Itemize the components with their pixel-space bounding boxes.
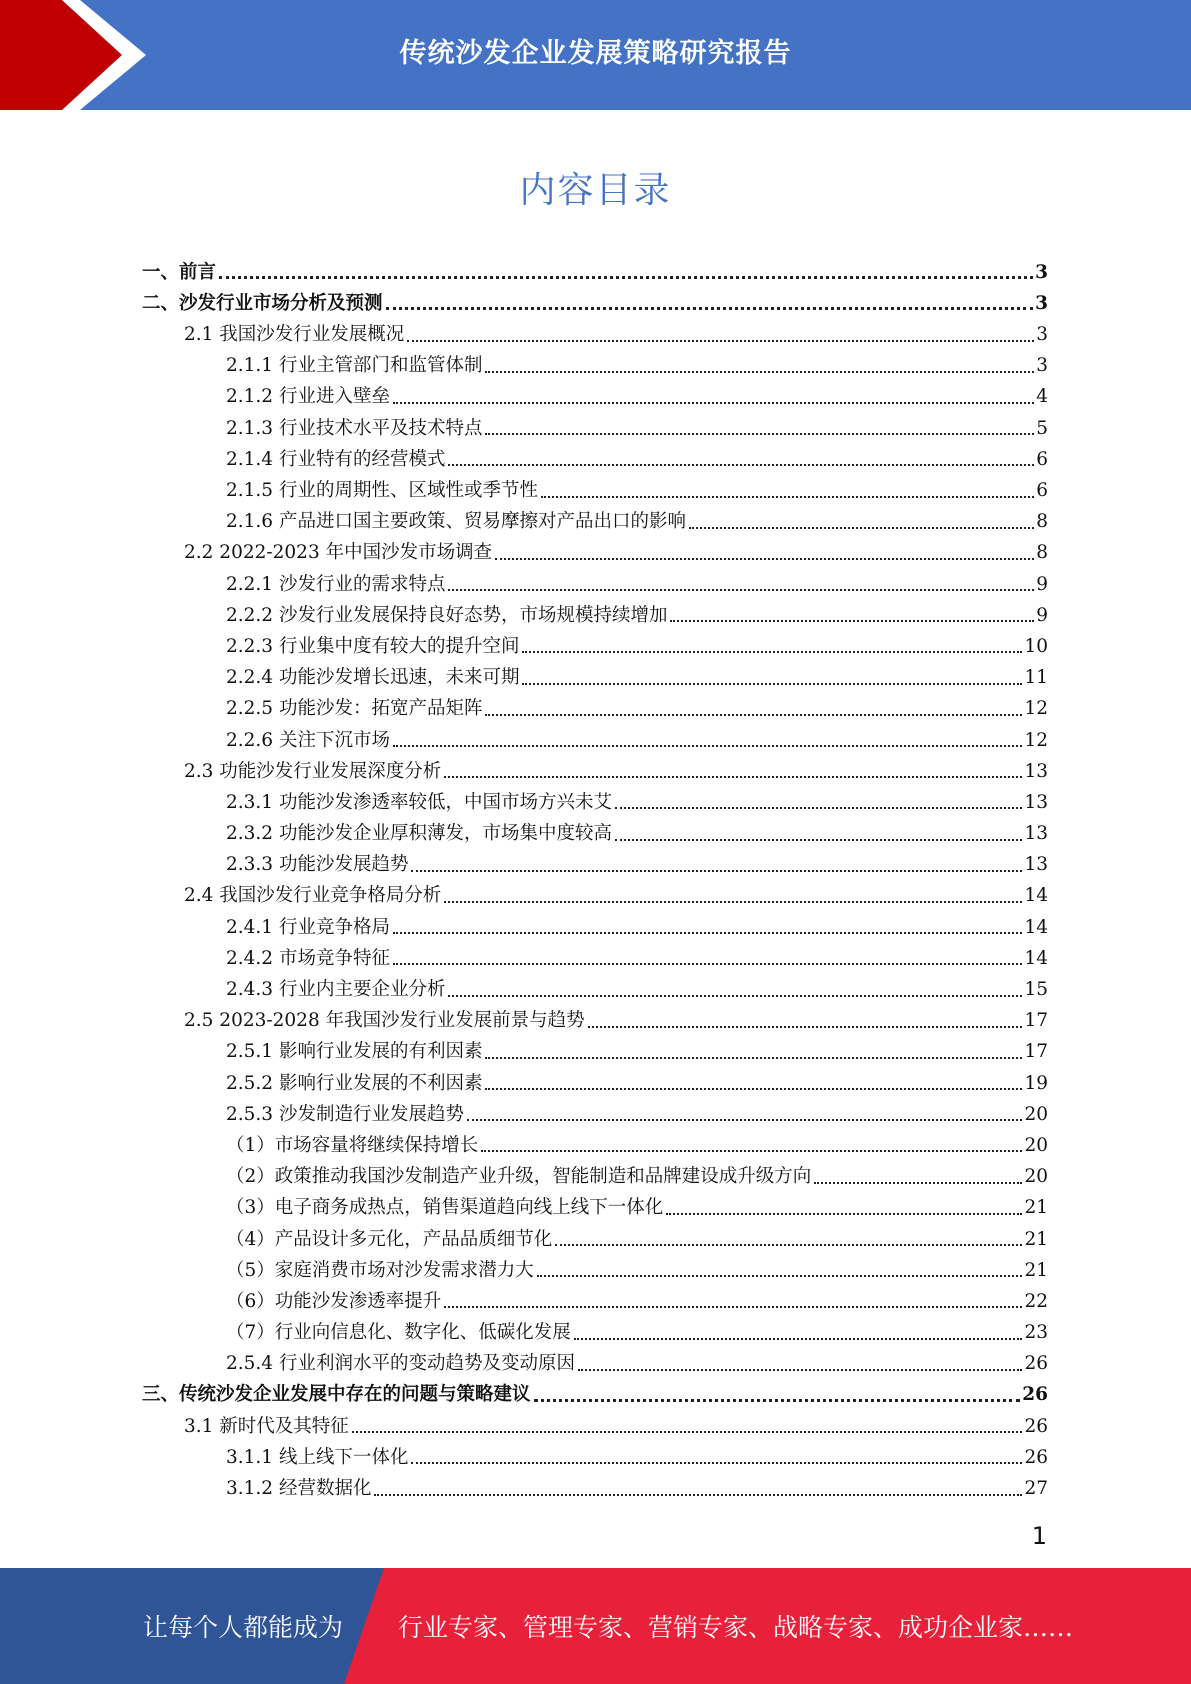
toc-entry[interactable]: [142, 567, 1048, 598]
toc-entry[interactable]: [142, 941, 1048, 972]
toc-dot-leader: [393, 963, 1022, 965]
toc-entry-label: 2.5.3 沙发制造行业发展趋势: [226, 1103, 464, 1125]
toc-entry-label: （4）产品设计多元化，产品品质细节化: [226, 1228, 553, 1250]
toc-entry[interactable]: [142, 349, 1048, 380]
toc-dot-leader: [574, 1338, 1023, 1340]
toc-entry-label: 2.3.2 功能沙发企业厚积薄发，市场集中度较高: [226, 823, 612, 845]
footer-band: [0, 1568, 1191, 1684]
toc-entry-label: 2.2.1 沙发行业的需求特点: [226, 573, 446, 595]
toc-entry-label: （1）市场容量将继续保持增长: [226, 1134, 479, 1156]
toc-entry[interactable]: [142, 1409, 1048, 1440]
toc-entry-page: 21: [1024, 1259, 1048, 1281]
toc-entry[interactable]: [142, 1347, 1048, 1378]
toc-entry[interactable]: [142, 1066, 1048, 1097]
toc-dot-leader: [467, 1119, 1022, 1121]
toc-entry-label: 2.1.5 行业的周期性、区域性或季节性: [226, 480, 538, 501]
toc-entry-label: 2.2.6 关注下沉市场: [226, 729, 390, 751]
toc-entry-label: 2.2.5 功能沙发：拓宽产品矩阵: [226, 698, 483, 720]
toc-dot-leader: [407, 340, 1034, 342]
toc-entry[interactable]: [142, 286, 1048, 317]
toc-dot-leader: [448, 589, 1034, 591]
toc-entry[interactable]: [142, 1253, 1048, 1284]
toc-entry[interactable]: [142, 1004, 1048, 1035]
header-band: [0, 0, 1191, 110]
toc-entry[interactable]: [142, 816, 1048, 847]
toc-entry-page: 17: [1024, 1041, 1048, 1063]
toc-entry-label: 2.4.1 行业竞争格局: [226, 916, 390, 938]
toc-entry[interactable]: [142, 1440, 1048, 1471]
toc-entry-label: 2.4.3 行业内主要企业分析: [226, 979, 446, 1000]
toc-entry[interactable]: [142, 848, 1048, 879]
toc-entry-page: 13: [1024, 760, 1048, 782]
toc-entry-page: 14: [1024, 947, 1048, 969]
toc-dot-leader: [411, 870, 1022, 872]
toc-dot-leader: [689, 527, 1034, 529]
toc-entry[interactable]: [142, 411, 1048, 442]
toc-dot-leader: [448, 464, 1034, 466]
toc-dot-leader: [555, 1244, 1022, 1246]
toc-dot-leader: [495, 558, 1034, 560]
toc-entry-page: 3: [1036, 355, 1048, 377]
toc-entry-page: 4: [1036, 386, 1048, 408]
toc-entry-label: 2.5.1 影响行业发展的有利因素: [226, 1041, 483, 1063]
toc-entry-page: 9: [1036, 604, 1048, 626]
toc-entry-page: 13: [1024, 791, 1048, 813]
toc-entry-page: 12: [1024, 729, 1048, 751]
toc-dot-leader: [534, 1399, 1021, 1402]
toc-entry-page: 17: [1024, 1010, 1048, 1032]
toc-entry-label: （7）行业向信息化、数字化、低碳化发展: [226, 1322, 571, 1344]
toc-entry-page: 11: [1024, 667, 1048, 689]
toc-dot-leader: [444, 776, 1022, 778]
toc-entry[interactable]: [142, 972, 1048, 1003]
toc-entry-page: 8: [1036, 511, 1048, 533]
toc-entry[interactable]: [142, 1222, 1048, 1253]
toc-entry-label: 2.3 功能沙发行业发展深度分析: [184, 760, 442, 782]
toc-entry[interactable]: [142, 317, 1048, 348]
toc-entry[interactable]: [142, 754, 1048, 785]
toc-entry[interactable]: [142, 1471, 1048, 1502]
toc-entry-label: 2.4.2 市场竞争特征: [226, 947, 390, 969]
footer-slogan-left: 让每个人都能成为: [143, 1613, 344, 1642]
toc-entry-label: （6）功能沙发渗透率提升: [226, 1290, 442, 1312]
toc-entry-label: 2.2 2022-2023 年中国沙发市场调查: [184, 542, 493, 564]
toc-entry[interactable]: [142, 1159, 1048, 1190]
toc-dot-leader: [219, 276, 1033, 279]
toc-entry-page: 3: [1035, 261, 1048, 283]
toc-dot-leader: [578, 1369, 1022, 1371]
header-arrow-decoration: [0, 0, 150, 110]
toc-entry-label: 2.3.3 功能沙发展趋势: [226, 854, 409, 876]
toc-entry-page: 13: [1024, 823, 1048, 845]
toc-dot-leader: [411, 1462, 1022, 1464]
footer-slogan-right: 行业专家、管理专家、营销专家、战略专家、成功企业家……: [398, 1613, 1074, 1642]
toc-entry-page: 6: [1036, 480, 1048, 501]
toc-entry-page: 13: [1024, 854, 1048, 876]
toc-entry-page: 22: [1024, 1290, 1048, 1312]
toc-entry-page: 19: [1024, 1072, 1048, 1094]
toc-entry-label: 2.1.6 产品进口国主要政策、贸易摩擦对产品出口的影响: [226, 511, 686, 533]
toc-entry-label: 3.1 新时代及其特征: [184, 1415, 349, 1437]
toc-dot-leader: [393, 745, 1022, 747]
toc-entry[interactable]: [142, 1378, 1048, 1409]
toc-entry-page: 20: [1024, 1134, 1048, 1156]
toc-entry-label: 2.1 我国沙发行业发展概况: [184, 324, 405, 346]
toc-entry[interactable]: [142, 536, 1048, 567]
toc-entry[interactable]: [142, 598, 1048, 629]
toc-entry[interactable]: [142, 255, 1048, 286]
toc-entry[interactable]: [142, 1128, 1048, 1159]
toc-entry-label: （5）家庭消费市场对沙发需求潜力大: [226, 1259, 534, 1281]
toc-entry-page: 10: [1024, 635, 1048, 657]
toc-entry-page: 14: [1024, 916, 1048, 938]
toc-entry-page: 14: [1024, 885, 1048, 907]
toc-dot-leader: [444, 901, 1022, 903]
toc-entry[interactable]: [142, 1315, 1048, 1346]
toc-entry-label: 2.5.4 行业利润水平的变动趋势及变动原因: [226, 1353, 575, 1375]
toc-dot-leader: [615, 839, 1022, 841]
toc-entry[interactable]: [142, 1284, 1048, 1315]
toc-entry-page: 3: [1035, 292, 1048, 314]
toc-dot-leader: [522, 683, 1022, 685]
table-of-contents: [142, 255, 1048, 1503]
toc-dot-leader: [670, 620, 1034, 622]
toc-entry-label: 2.2.4 功能沙发增长迅速，未来可期: [226, 667, 520, 689]
toc-dot-leader: [588, 1026, 1023, 1028]
toc-entry-page: 9: [1036, 573, 1048, 595]
toc-dot-leader: [485, 433, 1034, 435]
toc-entry[interactable]: [142, 785, 1048, 816]
toc-entry[interactable]: [142, 505, 1048, 536]
toc-dot-leader: [393, 402, 1034, 404]
toc-dot-leader: [485, 1057, 1022, 1059]
toc-dot-leader: [485, 1088, 1022, 1090]
toc-heading: 内容目录: [519, 170, 672, 211]
toc-entry-page: 20: [1024, 1103, 1048, 1125]
toc-entry-label: 二、沙发行业市场分析及预测: [142, 292, 383, 314]
toc-entry[interactable]: [142, 723, 1048, 754]
toc-entry-label: 2.5.2 影响行业发展的不利因素: [226, 1072, 483, 1094]
toc-entry-page: 6: [1036, 448, 1048, 470]
toc-dot-leader: [448, 995, 1022, 997]
toc-entry[interactable]: [142, 660, 1048, 691]
toc-entry-page: 26: [1024, 1353, 1048, 1375]
toc-entry-page: 21: [1024, 1228, 1048, 1250]
toc-dot-leader: [374, 1494, 1022, 1496]
toc-entry-page: 20: [1024, 1166, 1048, 1188]
toc-dot-leader: [485, 371, 1034, 373]
toc-entry[interactable]: [142, 473, 1048, 504]
toc-entry[interactable]: [142, 692, 1048, 723]
toc-dot-leader: [541, 496, 1034, 498]
toc-dot-leader: [393, 932, 1022, 934]
toc-entry-page: 8: [1036, 542, 1048, 564]
toc-entry-page: 5: [1036, 417, 1048, 439]
toc-entry[interactable]: [142, 442, 1048, 473]
toc-dot-leader: [481, 1150, 1022, 1152]
toc-dot-leader: [444, 1306, 1022, 1308]
toc-entry-label: 3.1.2 经营数据化: [226, 1478, 372, 1499]
toc-entry-page: 15: [1024, 979, 1048, 1000]
toc-entry-label: 2.2.2 沙发行业发展保持良好态势，市场规模持续增加: [226, 604, 668, 626]
report-title: 传统沙发企业发展策略研究报告: [399, 37, 792, 69]
toc-entry[interactable]: [142, 1035, 1048, 1066]
toc-entry-label: 一、前言: [142, 261, 217, 283]
toc-entry-label: （2）政策推动我国沙发制造产业升级，智能制造和品牌建设成升级方向: [226, 1166, 812, 1188]
toc-entry-label: 2.3.1 功能沙发渗透率较低，中国市场方兴未艾: [226, 791, 612, 813]
toc-dot-leader: [522, 651, 1022, 653]
toc-entry-page: 26: [1024, 1415, 1048, 1437]
toc-dot-leader: [814, 1182, 1022, 1184]
toc-entry-page: 26: [1024, 1446, 1048, 1468]
toc-entry[interactable]: [142, 879, 1048, 910]
toc-entry-label: （3）电子商务成热点，销售渠道趋向线上线下一体化: [226, 1197, 664, 1219]
toc-entry-page: 26: [1022, 1384, 1048, 1406]
toc-entry-label: 2.5 2023-2028 年我国沙发行业发展前景与趋势: [184, 1010, 585, 1032]
toc-entry[interactable]: [142, 910, 1048, 941]
toc-entry-page: 21: [1024, 1197, 1048, 1219]
toc-entry[interactable]: [142, 1191, 1048, 1222]
toc-entry-label: 2.4 我国沙发行业竞争格局分析: [184, 885, 442, 907]
toc-entry-page: 23: [1024, 1322, 1048, 1344]
toc-entry-label: 2.2.3 行业集中度有较大的提升空间: [226, 635, 520, 657]
toc-dot-leader: [666, 1213, 1022, 1215]
page-number: 1: [1031, 1522, 1047, 1550]
toc-dot-leader: [352, 1431, 1023, 1433]
toc-entry-label: 2.1.1 行业主管部门和监管体制: [226, 355, 483, 377]
toc-dot-leader: [386, 307, 1034, 310]
toc-entry-label: 三、传统沙发企业发展中存在的问题与策略建议: [142, 1384, 531, 1406]
toc-entry[interactable]: [142, 380, 1048, 411]
toc-entry[interactable]: [142, 1097, 1048, 1128]
toc-entry-label: 3.1.1 线上线下一体化: [226, 1446, 409, 1468]
toc-dot-leader: [537, 1275, 1023, 1277]
toc-dot-leader: [485, 714, 1022, 716]
toc-entry-label: 2.1.3 行业技术水平及技术特点: [226, 417, 483, 439]
toc-dot-leader: [615, 807, 1022, 809]
toc-entry-page: 12: [1024, 698, 1048, 720]
toc-entry-page: 27: [1024, 1478, 1048, 1499]
toc-entry-label: 2.1.2 行业进入壁垒: [226, 386, 390, 408]
toc-entry[interactable]: [142, 629, 1048, 660]
toc-entry-label: 2.1.4 行业特有的经营模式: [226, 448, 446, 470]
toc-entry-page: 3: [1036, 324, 1048, 346]
